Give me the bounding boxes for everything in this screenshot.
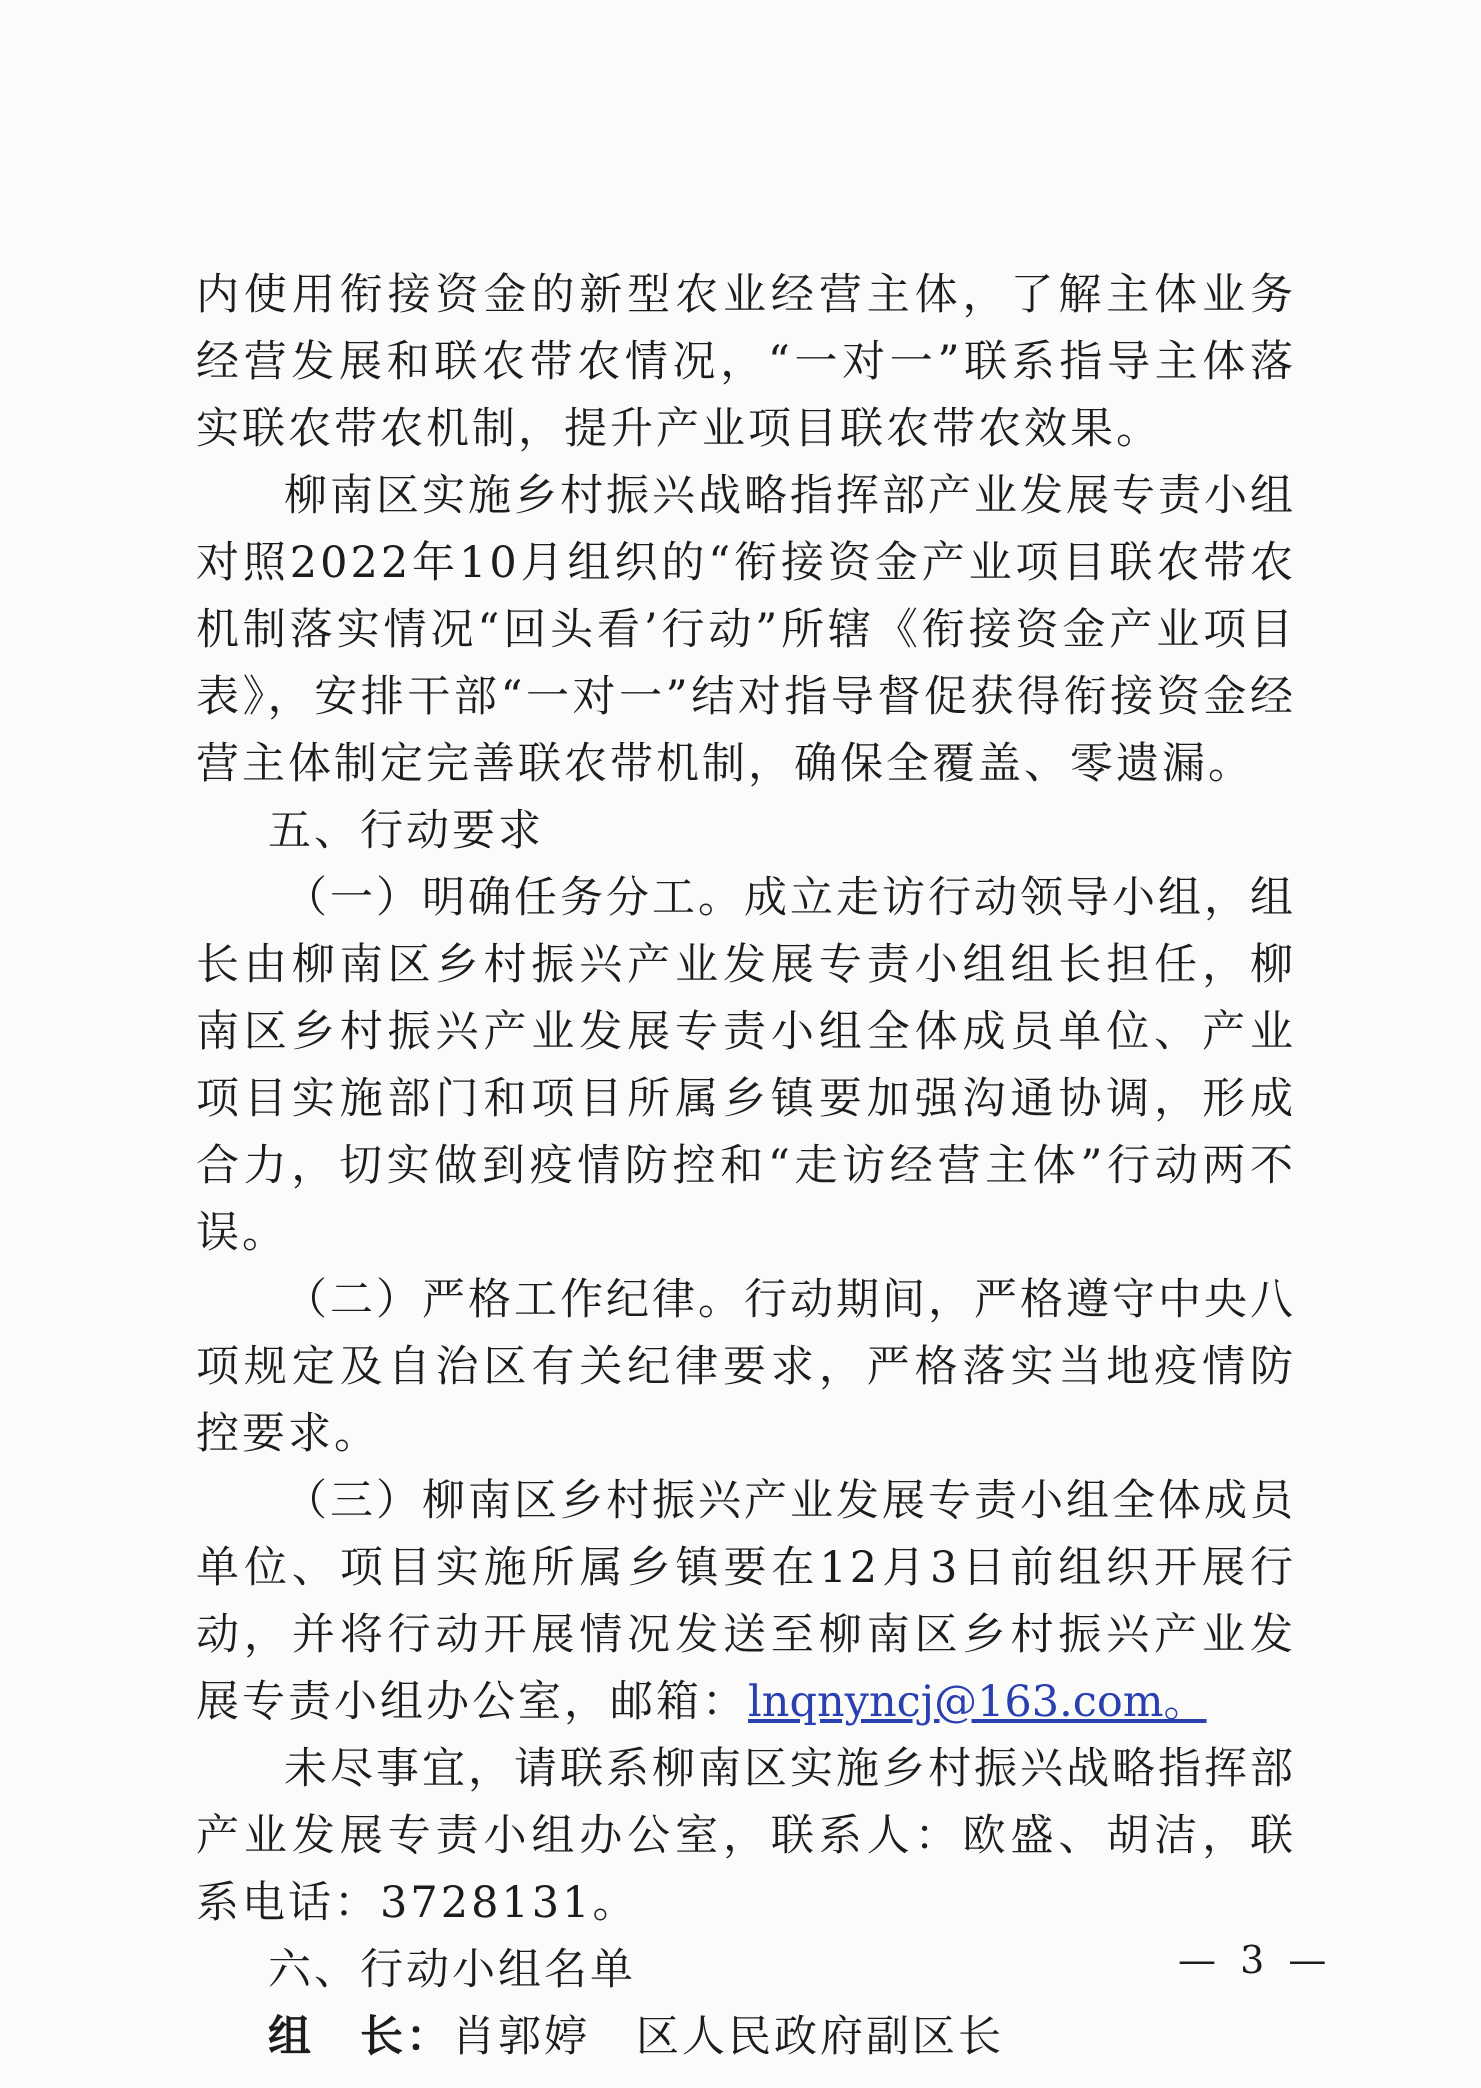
paragraph-work-discipline: （二）严格工作纪律。行动期间，严格遵守中央八项规定及自治区有关纪律要求，严格落实当地疫情防控要求。: [196, 1275, 1296, 1459]
paragraph-contact: 未尽事宜，请联系柳南区实施乡村振兴战略指挥部产业发展专责小组办公室，联系人：欧盛、胡洁，联系电话：3728131。: [196, 1744, 1296, 1928]
section-heading-roster: 六、行动小组名单: [268, 1945, 636, 1995]
roster-name-title: 肖郭婷 区人民政府副区长: [452, 2012, 1004, 2062]
section-heading-requirements: 五、行动要求: [268, 806, 544, 856]
paragraph-deadline: [196, 1468, 1296, 1736]
roster-entry: [196, 2004, 1296, 2071]
paragraph-task-division: （一）明确任务分工。成立走访行动领导小组，组长由柳南区乡村振兴产业发展专责小组组长担任，柳南区乡村振兴产业发展专责小组全体成员单位、产业项目实施部门和项目所属乡镇要加强沟通协调，形成合力，切实做到疫情防控和“走访经营主体”行动两不误。: [196, 873, 1296, 1258]
roster-role: 组 长：: [268, 2012, 452, 2062]
email-link[interactable]: lnqnyncj@163.com。: [748, 1677, 1207, 1727]
paragraph-continuation: 内使用衔接资金的新型农业经营主体，了解主体业务经营发展和联农带农情况，“一对一”联系指导主体落实联农带农机制，提升产业项目联农带农效果。: [196, 270, 1296, 454]
deadline-text: （三）柳南区乡村振兴产业发展专责小组全体成员单位、项目实施所属乡镇要在12月3日前组织开展行动，并将行动开展情况发送至柳南区乡村振兴产业发展专责小组办公室，邮箱：: [196, 1476, 1296, 1727]
page-number: — 3 —: [1178, 1938, 1333, 1982]
paragraph-pairing-mechanism: 柳南区实施乡村振兴战略指挥部产业发展专责小组对照2022年10月组织的“衔接资金产业项目联农带农机制落实情况“回头看’行动”所辖《衔接资金产业项目表》，安排干部“一对一”结对指导督促获得衔接资金经营主体制定完善联农带机制，确保全覆盖、零遗漏。: [196, 471, 1296, 789]
document-body: [196, 262, 1296, 2071]
